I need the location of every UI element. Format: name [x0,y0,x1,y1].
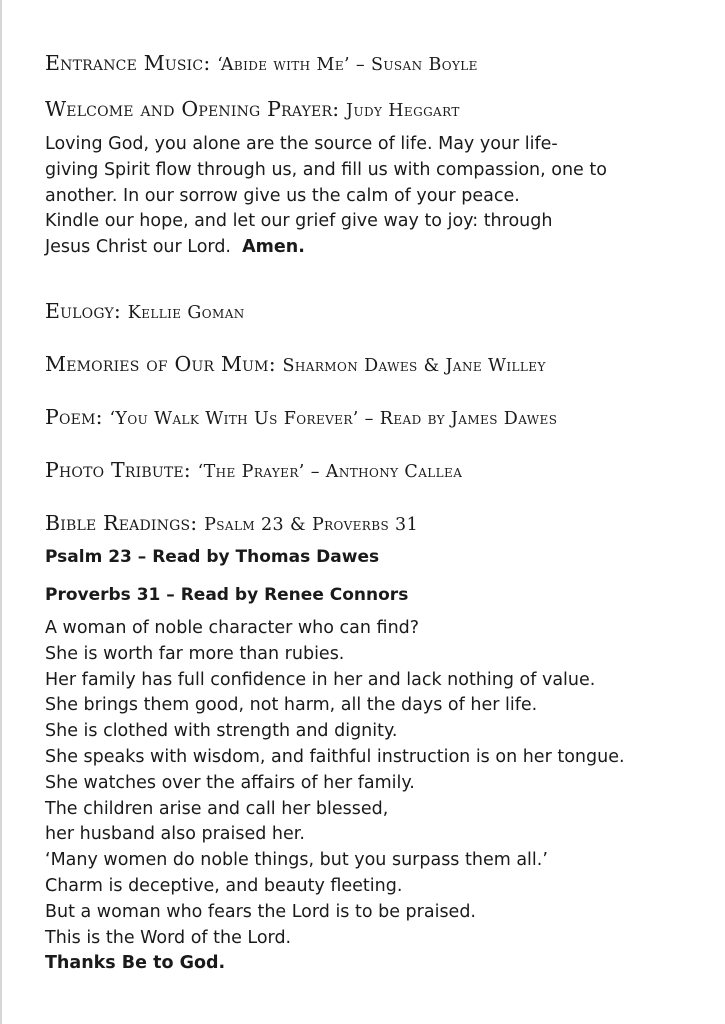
passage-line: ‘Many women do noble things, but you surpass them all.’ [45,850,548,871]
passage-line: her husband also praised her. [45,824,305,845]
passage-line: But a woman who fears the Lord is to be praised. [45,901,476,922]
bible-readings-value: Psalm 23 & Proverbs 31 [204,514,419,535]
entrance-music-heading [45,48,715,80]
passage-line: Charm is deceptive, and beauty fleeting. [45,875,403,896]
photo-tribute-label: Photo Tribute: [45,457,191,482]
poem-heading [45,402,715,434]
proverbs-reader: Proverbs 31 – Read by Renee Connors [45,584,409,605]
eulogy-label: Eulogy: [45,298,122,323]
welcome-value: Judy Heggart [346,101,460,121]
memories-heading [45,349,715,381]
closing-response: Thanks Be to God. [45,953,226,974]
order-of-service [45,48,715,977]
welcome-label: Welcome and Opening Prayer: [45,97,340,121]
passage-line: Her family has full confidence in her and lack nothing of value. [45,669,596,690]
photo-tribute-heading [45,455,715,487]
passage-line: A woman of noble character who can find? [45,617,420,638]
passage-line: She brings them good, not harm, all the days of her life. [45,695,538,716]
passage-line: She speaks with wisdom, and faithful instruction is on her tongue. [45,746,625,767]
poem-value: ‘You Walk With Us Forever’ – Read by James Dawes [109,408,558,429]
passage-line: The children arise and call her blessed, [45,798,389,819]
entrance-music-value: ‘Abide with Me’ – Susan Boyle [217,55,478,75]
prayer-line: giving Spirit flow through us, and fill us with compassion, one to [45,159,607,180]
bible-readings-heading [45,508,715,540]
photo-tribute-value: ‘The Prayer’ – Anthony Callea [197,461,463,482]
psalm-reader: Psalm 23 – Read by Thomas Dawes [45,546,380,567]
prayer-line: Jesus Christ our Lord. [45,237,231,258]
amen-response: Amen. [242,237,305,258]
passage-line: This is the Word of the Lord. [45,927,292,948]
prayer-line: Loving God, you alone are the source of life. May your life- [45,134,558,154]
memories-label: Memories of Our Mum: [45,351,276,376]
prayer-last-line [45,235,715,261]
poem-label: Poem: [45,404,103,429]
entrance-music-label: Entrance Music: [45,51,211,75]
eulogy-value: Kellie Goman [127,302,245,323]
proverbs-passage [45,616,715,977]
passage-line: She watches over the affairs of her family. [45,772,415,793]
prayer-line: Kindle our hope, and let our grief give way to joy: through [45,211,553,232]
opening-prayer [45,132,715,261]
passage-line: She is clothed with strength and dignity. [45,721,398,742]
bible-readings-label: Bible Readings: [45,510,198,535]
welcome-heading [45,94,715,126]
prayer-line: another. In our sorrow give us the calm of your peace. [45,185,520,206]
page-edge [0,0,2,1024]
memories-value: Sharmon Dawes & Jane Willey [282,355,546,376]
eulogy-heading [45,296,715,328]
passage-line: She is worth far more than rubies. [45,643,345,664]
